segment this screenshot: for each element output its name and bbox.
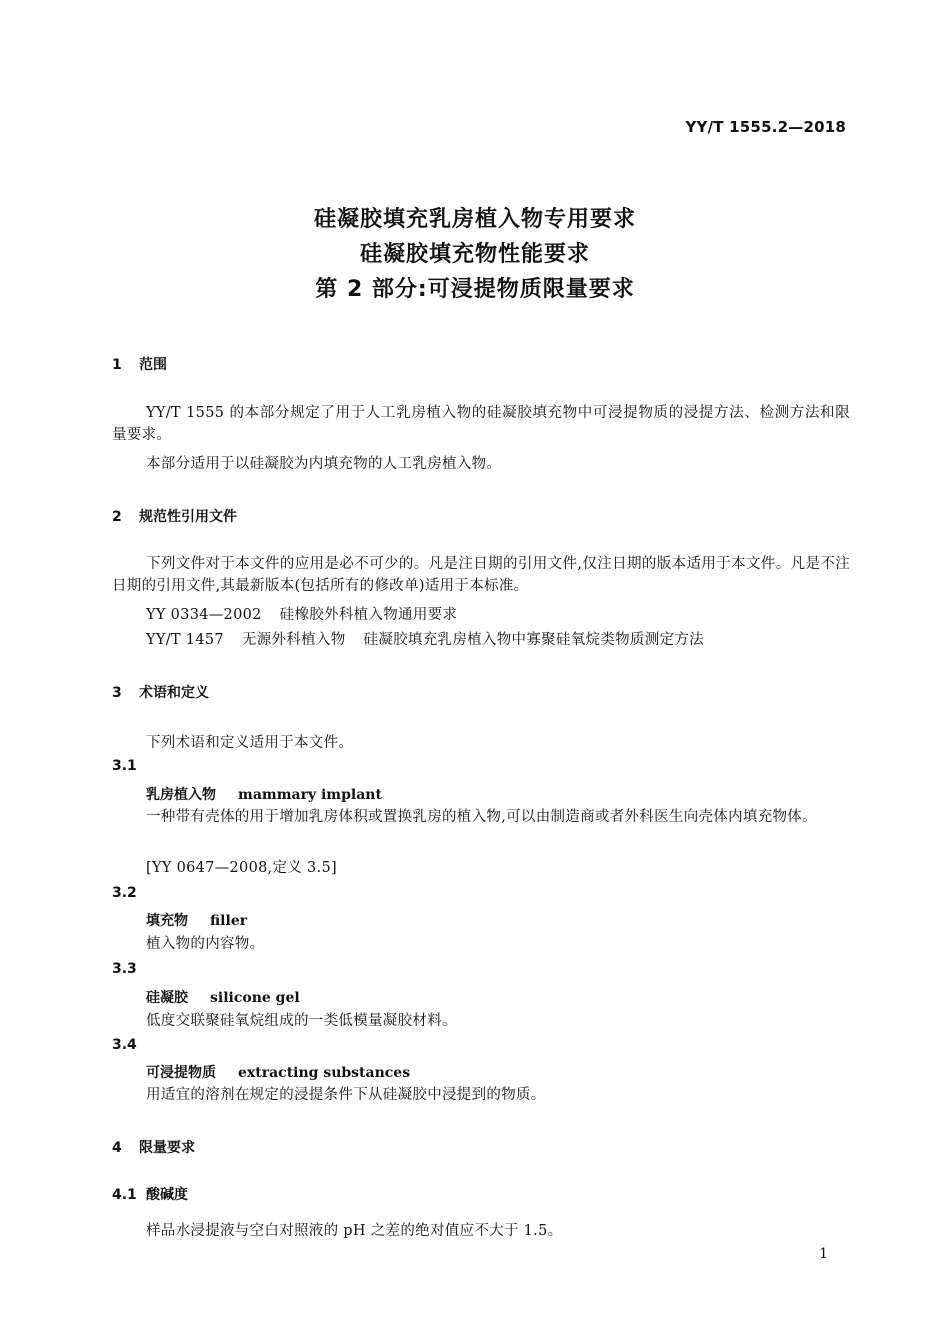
term-3-3-zh: 硅凝胶 — [146, 990, 188, 1006]
term-3-1-en: mammary implant — [238, 787, 382, 803]
title-line-2: 硅凝胶填充物性能要求 — [359, 242, 590, 267]
section-1-title: 范围 — [139, 357, 167, 373]
clause-3-4-number: 3.4 — [112, 1037, 137, 1053]
section-1-number: 1 — [112, 357, 122, 373]
section-3-title: 术语和定义 — [139, 685, 209, 701]
reference-1 — [146, 604, 457, 626]
term-3-2 — [146, 910, 247, 930]
clause-3-3-number: 3.3 — [112, 961, 137, 977]
standard-code: YY/T 1555.2—2018 — [685, 118, 846, 136]
reference-1-title: 硅橡胶外科植入物通用要求 — [279, 607, 458, 623]
term-3-4-zh: 可浸提物质 — [146, 1065, 216, 1081]
term-3-4-en: extracting substances — [238, 1065, 411, 1081]
clause-3-1-number: 3.1 — [112, 758, 137, 774]
section-2-para-1: 下列文件对于本文件的应用是必不可少的。凡是注日期的引用文件,仅注日期的版本适用于本文件。凡是不注日期的引用文件,其最新版本(包括所有的修改单)适用于本标准。 — [112, 556, 850, 594]
title-line-1: 硅凝胶填充乳房植入物专用要求 — [313, 207, 636, 232]
section-1-heading — [112, 354, 167, 374]
section-3-intro: 下列术语和定义适用于本文件。 — [146, 735, 354, 751]
section-1-para-2: 本部分适用于以硅凝胶为内填充物的人工乳房植入物。 — [146, 456, 502, 472]
term-3-1-zh: 乳房植入物 — [146, 787, 216, 803]
section-4-number: 4 — [112, 1140, 122, 1156]
page-number: 1 — [819, 1246, 828, 1262]
term-3-3 — [146, 987, 300, 1007]
section-3-number: 3 — [112, 685, 122, 701]
clause-3-2-number: 3.2 — [112, 885, 137, 901]
term-3-2-definition: 植入物的内容物。 — [146, 936, 265, 952]
term-3-4-definition: 用适宜的溶剂在规定的浸提条件下从硅凝胶中浸提到的物质。 — [146, 1087, 546, 1103]
term-3-2-zh: 填充物 — [146, 913, 188, 929]
term-3-1-source: [YY 0647—2008,定义 3.5] — [146, 860, 337, 876]
clause-4-1-title: 酸碱度 — [146, 1187, 188, 1203]
term-3-3-en: silicone gel — [210, 990, 300, 1006]
clause-4-1-text: 样品水浸提液与空白对照液的 pH 之差的绝对值应不大于 1.5。 — [146, 1223, 563, 1239]
reference-2-title-a: 无源外科植入物 — [241, 632, 346, 648]
clause-4-1 — [112, 1184, 188, 1204]
term-3-1-definition: 一种带有壳体的用于增加乳房体积或置换乳房的植入物,可以由制造商或者外科医生向壳体内填充物体。 — [146, 809, 817, 825]
term-3-4 — [146, 1062, 410, 1082]
reference-1-code: YY 0334—2002 — [146, 607, 262, 623]
term-3-2-en: filler — [210, 913, 248, 929]
section-2-number: 2 — [112, 509, 122, 525]
reference-2-code: YY/T 1457 — [146, 632, 224, 648]
section-3-heading — [112, 682, 209, 702]
section-4-title: 限量要求 — [139, 1140, 195, 1156]
term-3-1 — [146, 784, 382, 804]
section-2-title: 规范性引用文件 — [139, 509, 237, 525]
section-2-heading — [112, 506, 237, 526]
reference-2-title-b: 硅凝胶填充乳房植入物中寡聚硅氧烷类物质测定方法 — [363, 632, 704, 648]
section-4-heading — [112, 1137, 195, 1157]
section-1-para-1: YY/T 1555 的本部分规定了用于人工乳房植入物的硅凝胶填充物中可浸提物质的浸提方法、检测方法和限量要求。 — [112, 405, 850, 443]
title-line-3: 第 2 部分:可浸提物质限量要求 — [315, 277, 635, 302]
clause-4-1-number: 4.1 — [112, 1187, 137, 1203]
reference-2 — [146, 629, 704, 651]
term-3-3-definition: 低度交联聚硅氧烷组成的一类低模量凝胶材料。 — [146, 1013, 457, 1029]
